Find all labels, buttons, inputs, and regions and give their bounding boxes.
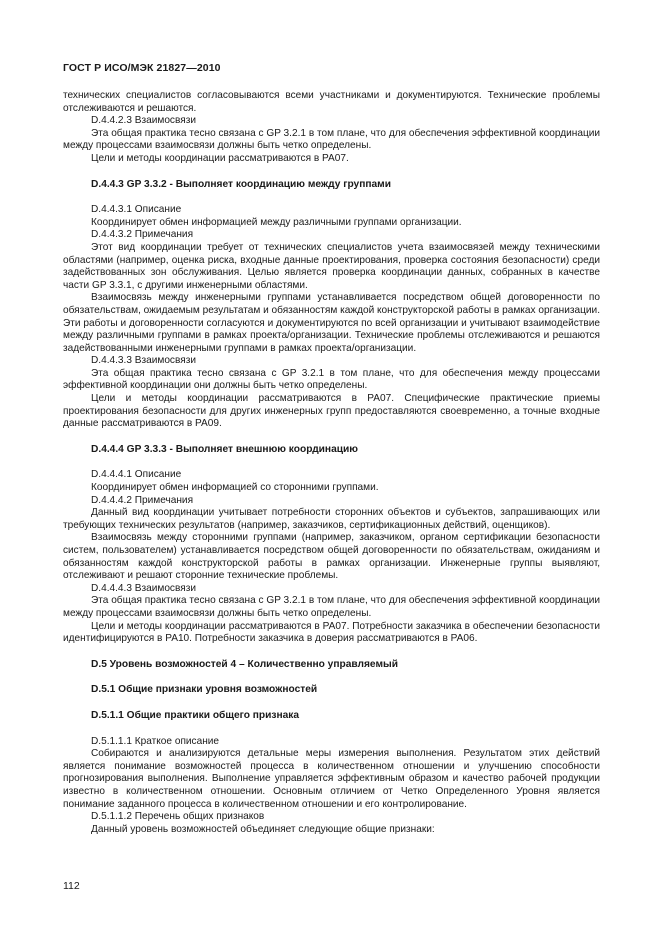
- paragraph: Цели и методы координации рассматриваются в PA07.: [91, 152, 349, 164]
- paragraph: Эта общая практика тесно связана с GP 3.2.1 в том плане, что для обеспечения эффективной координации между процессами взаимосвязи должны быть четко определены.: [63, 127, 600, 152]
- paragraph: Координирует обмен информацией со сторонними группами.: [91, 482, 379, 494]
- section-heading: D.5.1.1 Общие практики общего признака: [91, 709, 300, 721]
- subsection-label: D.4.4.4.3 Взаимосвязи: [91, 582, 196, 594]
- paragraph: Координирует обмен информацией между различными группами организации.: [91, 216, 462, 228]
- section-heading: D.5 Уровень возможностей 4 – Количественно управляемый: [91, 658, 398, 670]
- paragraph: Данный вид координации учитывает потребности сторонних объектов и субъектов, запрашивающих или требующих технических результатов (например, заказчиков, сертификационных действий, оценщиков).: [63, 507, 600, 531]
- subsection-label: D.4.4.4.1 Описание: [91, 469, 182, 481]
- section-heading: D.4.4.4 GP 3.3.3 - Выполняет внешнюю координацию: [91, 443, 358, 455]
- document-header: ГОСТ Р ИСО/МЭК 21827—2010: [63, 62, 221, 74]
- subsection-label: D.4.4.3.1 Описание: [91, 204, 182, 216]
- paragraph: Цели и методы координации рассматриваются в PA07. Потребности заказчика в обеспечении безопасности идентифицируются в PA10. Потребности заказчика в доверия рассматриваются в PA06.: [63, 620, 600, 645]
- paragraph: технических специалистов согласовываются всеми участниками и документируются. Технические проблемы отслеживаются и решаются.: [63, 90, 600, 114]
- subsection-label: D.5.1.1.1 Краткое описание: [91, 735, 220, 747]
- paragraph: Этот вид координации требует от технических специалистов учета взаимосвязей между техническими областями (например, оценка риска, входные данные проектирования, проверка состояния безопасности) среди задействованных зон обслуживания. Целью является проверка координации данных, собранных в качестве части GP 3.3.1, с другими инженерными областями.: [63, 241, 600, 291]
- paragraph: Данный уровень возможностей объединяет следующие общие признаки:: [91, 823, 435, 835]
- section-heading: D.5.1 Общие признаки уровня возможностей: [91, 684, 318, 696]
- paragraph: Цели и методы координации рассматриваются в PA07. Специфические практические приемы проектирования безопасности для других инженерных групп предоставляются своевременно, а точные входные данные рассматриваются в PA09.: [63, 393, 600, 430]
- section-heading: D.4.4.3 GP 3.3.2 - Выполняет координацию между группами: [91, 178, 391, 190]
- subsection-label: D.5.1.1.2 Перечень общих признаков: [91, 811, 265, 823]
- paragraph: Эта общая практика тесно связана с GP 3.2.1 в том плане, что для обеспечения эффективной координации между процессами взаимосвязи должны быть четко определены.: [63, 595, 600, 619]
- paragraph: Собираются и анализируются детальные меры измерения выполнения. Результатом этих действий является понимание возможностей процесса в количественном отношении и улучшению способности прогнозирования выполнения. Выполнение управляется эффективным образом и качество рабочей продукции известно в количественном отношении. Основным отличием от Четко Определенного Уровня является понимание заданного процесса в количественном отношении и его контролирование.: [63, 748, 600, 810]
- subsection-label: D.4.4.3.3 Взаимосвязи: [91, 355, 196, 367]
- subsection-label: D.4.4.2.3 Взаимосвязи: [91, 115, 196, 127]
- paragraph: Взаимосвязь между инженерными группами устанавливается посредством общей договоренности по обязательствам, ожидаемым результатам и обязанностям каждой конструкторской работы в рамках организации. Эти работы и договоренности согласуются и документируются по всей организации и учитывают взаимодействие между различными группами в рамках проекта/организации. Технические проблемы отслеживаются и решаются задействованными инженерными группами в рамках проекта/организации.: [63, 292, 600, 354]
- paragraph: Эта общая практика тесно связана с GP 3.2.1 в том плане, что для обеспечения между процессами эффективной координации они должны быть четко определены.: [63, 367, 600, 392]
- subsection-label: D.4.4.3.2 Примечания: [91, 229, 194, 241]
- page-number: 112: [63, 880, 80, 892]
- subsection-label: D.4.4.4.2 Примечания: [91, 494, 194, 506]
- document-body: [63, 90, 600, 836]
- paragraph: Взаимосвязь между сторонними группами (например, заказчиком, органом сертификации безопасности систем, пользователем) устанавливается посредством общей договоренности по обязательствам, ожиданиям и обязанностям каждой конструкторской работы в рамках организации. Инженерные группы выявляют, отслеживают и решают сторонние технические проблемы.: [63, 532, 600, 582]
